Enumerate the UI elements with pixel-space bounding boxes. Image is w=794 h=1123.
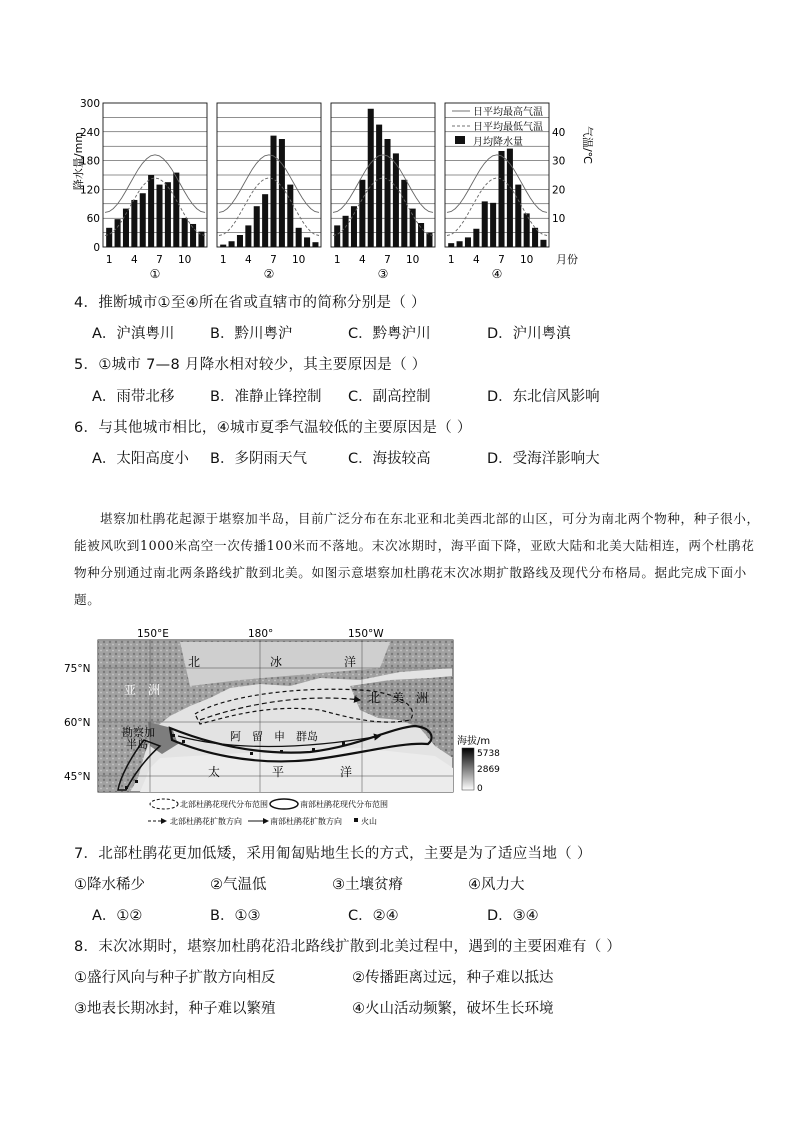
q5-option-d[interactable]: D．东北信风影响 xyxy=(487,389,600,405)
precip-bar xyxy=(156,185,162,247)
precip-bar xyxy=(220,245,226,247)
x-tick: 4 xyxy=(473,254,480,266)
precip-bar xyxy=(368,109,374,247)
x-tick: 10 xyxy=(405,254,420,266)
precip-bar xyxy=(173,173,179,247)
climate-panel xyxy=(217,103,321,281)
y-right-tick: 20 xyxy=(552,184,566,197)
question-8: 8．末次冰期时，堪察加杜鹃花沿北路线扩散到北美过程中，遇到的主要困难有（ ） xyxy=(74,939,622,955)
lat-label-45n: 45°N xyxy=(64,771,91,783)
y-right-ticks xyxy=(552,127,565,225)
legend-max-temp: 日平均最高气温 xyxy=(473,107,543,118)
x-tick: 7 xyxy=(156,254,163,266)
label-north-america: 北 美 洲 xyxy=(368,691,429,705)
precip-bar xyxy=(482,201,488,247)
q7-option-b[interactable]: B．①③ xyxy=(210,908,261,924)
q6-option-c[interactable]: C．海拔较高 xyxy=(348,451,431,467)
q8-item-4: ④火山活动频繁，破坏生长环境 xyxy=(352,1001,554,1017)
precip-bar xyxy=(165,182,171,247)
q7-option-c[interactable]: C．②④ xyxy=(348,908,399,924)
q4-option-c[interactable]: C．黔粤沪川 xyxy=(348,326,431,342)
q7-item-4: ④风力大 xyxy=(468,877,525,893)
q5-option-a[interactable]: A．雨带北移 xyxy=(92,389,175,405)
precip-bar xyxy=(148,175,154,247)
precip-bar xyxy=(106,228,112,247)
climate-charts xyxy=(60,95,600,285)
precip-bar xyxy=(343,216,349,247)
q6-option-a[interactable]: A．太阳高度小 xyxy=(92,451,189,467)
question-4: 4．推断城市①至④所在省或直辖市的简称分别是（ ） xyxy=(74,295,426,311)
q8-item-3: ③地表长期冰封，种子难以繁殖 xyxy=(74,1001,276,1017)
reading-passage xyxy=(74,505,764,613)
precip-bar xyxy=(490,203,496,247)
y-left-tick: 0 xyxy=(93,242,100,254)
question-6: 6．与其他城市相比，④城市夏季气温较低的主要原因是（ ） xyxy=(74,420,472,436)
panel-label: ④ xyxy=(491,267,503,281)
lat-label-75n: 75°N xyxy=(64,663,91,675)
q7-item-3: ③土壤贫瘠 xyxy=(332,877,403,893)
q6-option-b[interactable]: B．多阴雨天气 xyxy=(210,451,307,467)
precip-bar xyxy=(304,237,310,247)
precip-bar xyxy=(296,228,302,247)
precip-bar xyxy=(279,139,285,247)
label-bei: 北 xyxy=(188,655,201,669)
x-tick: 4 xyxy=(359,254,366,266)
elevation-title: 海拔/m xyxy=(457,736,491,747)
y-right-tick: 30 xyxy=(552,155,566,168)
y-left-tick: 180 xyxy=(79,155,100,168)
q4-option-a[interactable]: A．沪滇粤川 xyxy=(92,326,175,342)
precip-bar xyxy=(448,243,454,247)
precip-bar xyxy=(270,136,276,247)
map-legend xyxy=(148,799,388,826)
lon-label-150e: 150°E xyxy=(137,628,169,640)
legend-south-direction: 南部杜鹃花扩散方向 xyxy=(270,817,342,826)
x-tick: 7 xyxy=(498,254,505,266)
precip-bar xyxy=(140,193,146,247)
label-pacific-yang: 洋 xyxy=(340,765,353,779)
precip-bar xyxy=(312,242,318,247)
y-left-tick: 300 xyxy=(79,98,100,110)
label-peninsula: 半岛 xyxy=(126,738,148,751)
label-yang: 洋 xyxy=(344,655,357,669)
precip-bar xyxy=(287,185,293,247)
x-unit: 月份 xyxy=(556,253,578,266)
q4-option-b[interactable]: B．黔川粤沪 xyxy=(210,326,293,342)
precip-bar xyxy=(473,229,479,247)
x-tick: 4 xyxy=(245,254,252,266)
lon-label-180: 180° xyxy=(248,628,274,640)
y-left-tick: 240 xyxy=(79,126,100,139)
q8-item-1: ①盛行风向与种子扩散方向相反 xyxy=(74,970,276,986)
lat-label-60n: 60°N xyxy=(64,717,91,729)
legend-min-temp: 日平均最低气温 xyxy=(473,122,543,133)
precip-bar xyxy=(498,151,504,247)
x-tick: 4 xyxy=(131,254,138,266)
precip-bar xyxy=(465,237,471,247)
dispersal-map xyxy=(60,628,510,833)
x-tick: 10 xyxy=(519,254,534,266)
precip-bar xyxy=(359,180,365,247)
panel-label: ② xyxy=(263,267,275,281)
precip-bar xyxy=(515,185,521,247)
label-kamchatka: 勘察加 xyxy=(122,726,155,739)
lon-label-150w: 150°W xyxy=(348,628,384,640)
label-asia: 亚 洲 xyxy=(124,683,161,697)
q8-item-2: ②传播距离过远，种子难以抵达 xyxy=(352,970,554,986)
x-tick: 1 xyxy=(447,254,455,266)
q6-option-d[interactable]: D．受海洋影响大 xyxy=(487,451,600,467)
label-pacific-ping: 平 xyxy=(272,765,285,779)
q7-item-1: ①降水稀少 xyxy=(74,877,145,893)
q7-item-2: ②气温低 xyxy=(210,877,267,893)
x-tick: 1 xyxy=(105,254,113,266)
y-right-axis-label: 气温/℃ xyxy=(581,125,594,165)
q7-option-d[interactable]: D．③④ xyxy=(487,908,539,924)
legend-north-range: 北部杜鹃花现代分布范围 xyxy=(180,800,268,809)
precip-bar xyxy=(254,206,260,247)
q5-option-c[interactable]: C．副高控制 xyxy=(348,389,431,405)
legend-south-range: 南部杜鹃花现代分布范围 xyxy=(300,800,388,809)
precip-bar xyxy=(115,219,121,247)
legend-precip: 月均降水量 xyxy=(473,137,523,148)
x-tick: 10 xyxy=(291,254,306,266)
x-tick: 7 xyxy=(270,254,277,266)
precip-bar xyxy=(262,194,268,247)
y-left-axis-label: 降水量/mm xyxy=(72,131,85,191)
precip-bar xyxy=(334,225,340,247)
x-tick: 1 xyxy=(219,254,227,266)
precip-bar xyxy=(418,223,424,247)
y-right-tick: 40 xyxy=(552,126,566,139)
precip-bar xyxy=(540,240,546,247)
precip-bar xyxy=(351,206,357,247)
panel-label: ① xyxy=(149,267,161,281)
elev-tick-zero: 0 xyxy=(477,784,483,794)
q5-option-b[interactable]: B．准静止锋控制 xyxy=(210,389,322,405)
q7-option-a[interactable]: A．①② xyxy=(92,908,143,924)
precip-bar xyxy=(182,218,188,247)
precip-bar xyxy=(532,228,538,247)
climate-panel xyxy=(331,103,435,281)
precip-bar xyxy=(237,235,243,247)
x-tick: 1 xyxy=(333,254,341,266)
y-left-tick: 120 xyxy=(79,184,100,197)
elevation-colorbar xyxy=(462,748,474,790)
x-tick: 7 xyxy=(384,254,391,266)
label-pacific-tai: 太 xyxy=(208,765,221,779)
label-bing: 冰 xyxy=(270,655,283,669)
elev-tick-max: 5738 xyxy=(477,749,500,759)
label-aleutian: 阿 留 申 群岛 xyxy=(230,730,318,743)
panel-label: ③ xyxy=(377,267,389,281)
precip-bar xyxy=(131,200,137,247)
q4-option-d[interactable]: D．沪川粤滇 xyxy=(487,326,571,342)
question-7: 7．北部杜鹃花更加低矮，采用匍匐贴地生长的方式，主要是为了适应当地（ ） xyxy=(74,846,592,862)
precip-bar xyxy=(457,241,463,247)
precip-bar xyxy=(401,180,407,247)
question-5: 5．①城市 7—8 月降水相对较少，其主要原因是（ ） xyxy=(74,357,427,373)
y-right-tick: 10 xyxy=(552,213,566,226)
y-left-tick: 60 xyxy=(86,213,100,226)
legend-volcano: 火山 xyxy=(361,817,377,826)
precip-bar xyxy=(229,241,235,247)
precip-bar xyxy=(245,225,251,247)
climate-panel xyxy=(103,103,207,281)
passage-text: 堪察加杜鹃花起源于堪察加半岛，目前广泛分布在东北亚和北美西北部的山区，可分为南北两个物种，种子很小，能被风吹到1000米高空一次传播100米而不落地。末次冰期时，海平面下降，亚欧大陆和北美大陆相连，两个杜鹃花物种分别通过南北两条路线扩散到北美。如图示意堪察加杜鹃花末次冰期扩散路线及现代分布格局。据此完成下面小题。 xyxy=(74,511,760,607)
precip-bar xyxy=(376,125,382,247)
x-tick: 10 xyxy=(177,254,192,266)
elev-tick-mid: 2869 xyxy=(477,765,500,775)
legend-north-direction: 北部杜鹃花扩散方向 xyxy=(170,817,242,826)
